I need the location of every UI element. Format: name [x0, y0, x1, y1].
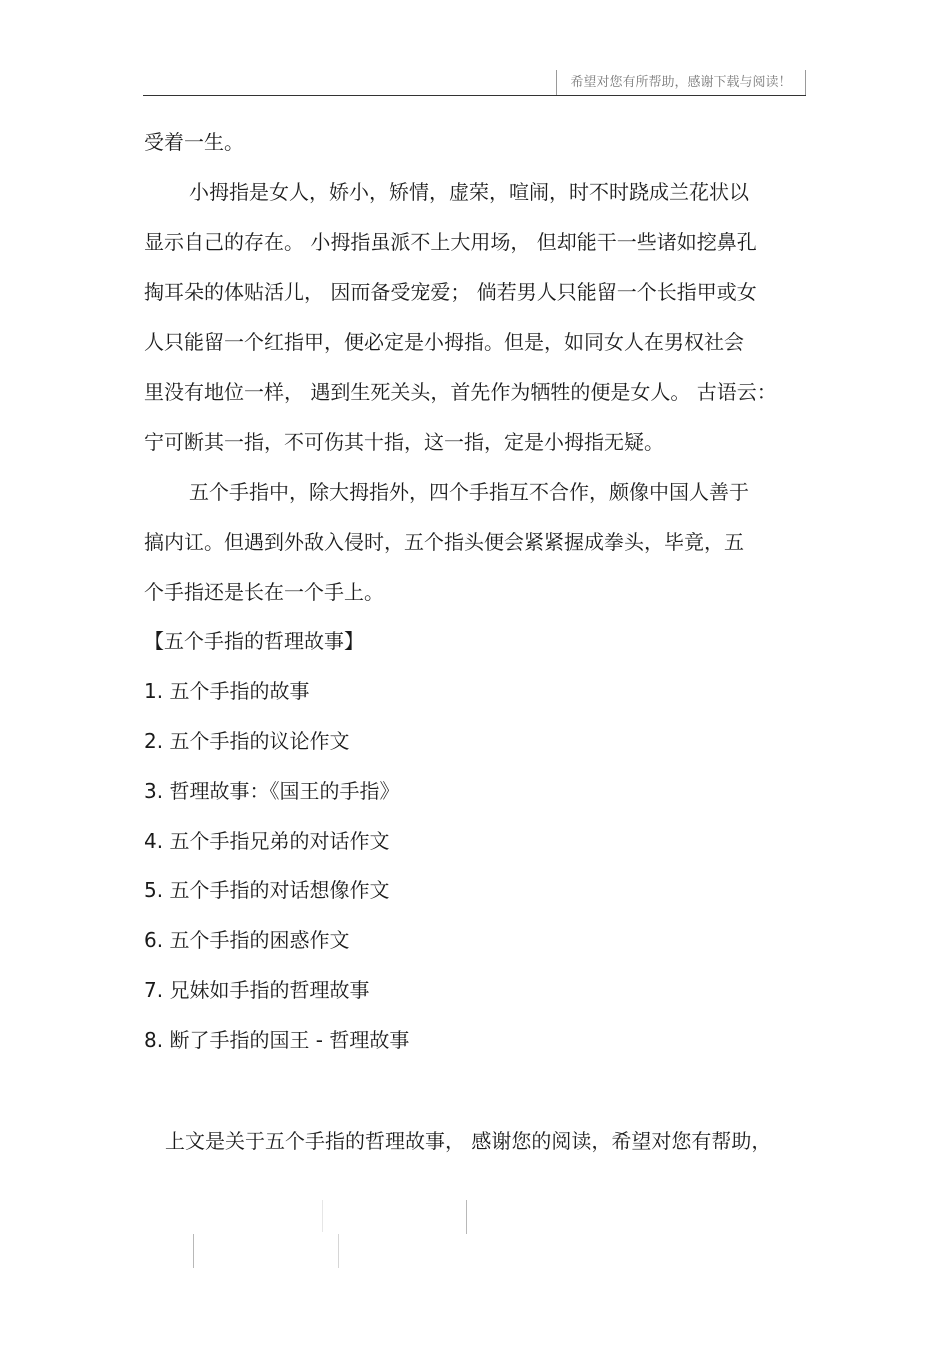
body-line: 个手指还是长在一个手上。	[144, 580, 384, 604]
scan-mark	[193, 1234, 194, 1268]
body-line: 宁可断其一指，不可伤其十指，这一指，定是小拇指无疑。	[144, 430, 664, 454]
related-heading: 【五个手指的哲理故事】	[144, 629, 364, 653]
body-line: 搞内讧。但遇到外敌入侵时，五个指头便会紧紧握成拳头，毕竟，五	[144, 530, 744, 554]
scan-mark	[466, 1200, 467, 1234]
related-item: 7. 兄妹如手指的哲理故事	[144, 978, 370, 1002]
related-item: 2. 五个手指的议论作文	[144, 729, 350, 753]
related-item: 1. 五个手指的故事	[144, 679, 310, 703]
scan-mark	[338, 1234, 339, 1268]
related-item: 8. 断了手指的国王 - 哲理故事	[144, 1028, 410, 1052]
body-line: 受着一生。	[144, 130, 244, 154]
related-item: 5. 五个手指的对话想像作文	[144, 878, 390, 902]
header-stamp: 希望对您有所帮助，感谢下载与阅读！	[556, 70, 806, 96]
body-line: 里没有地位一样， 遇到生死关头，首先作为牺牲的便是女人。 古语云：	[144, 380, 777, 404]
related-item: 6. 五个手指的困惑作文	[144, 928, 350, 952]
body-line: 显示自己的存在。 小拇指虽派不上大用场， 但却能干一些诸如挖鼻孔	[144, 230, 757, 254]
related-item: 3. 哲理故事：《国王的手指》	[144, 779, 400, 803]
scan-mark	[322, 1200, 323, 1232]
closing-line: 上文是关于五个手指的哲理故事， 感谢您的阅读，希望对您有帮助，	[165, 1129, 772, 1153]
body-line: 人只能留一个红指甲，便必定是小拇指。但是，如同女人在男权社会	[144, 330, 744, 354]
body-line: 掏耳朵的体贴活儿， 因而备受宠爱； 倘若男人只能留一个长指甲或女	[144, 280, 757, 304]
header-rule	[143, 95, 806, 96]
related-item: 4. 五个手指兄弟的对话作文	[144, 829, 390, 853]
body-line: 五个手指中，除大拇指外，四个手指互不合作，颇像中国人善于	[189, 480, 749, 504]
body-line: 小拇指是女人，娇小，矫情，虚荣，喧闹，时不时跷成兰花状以	[189, 180, 749, 204]
